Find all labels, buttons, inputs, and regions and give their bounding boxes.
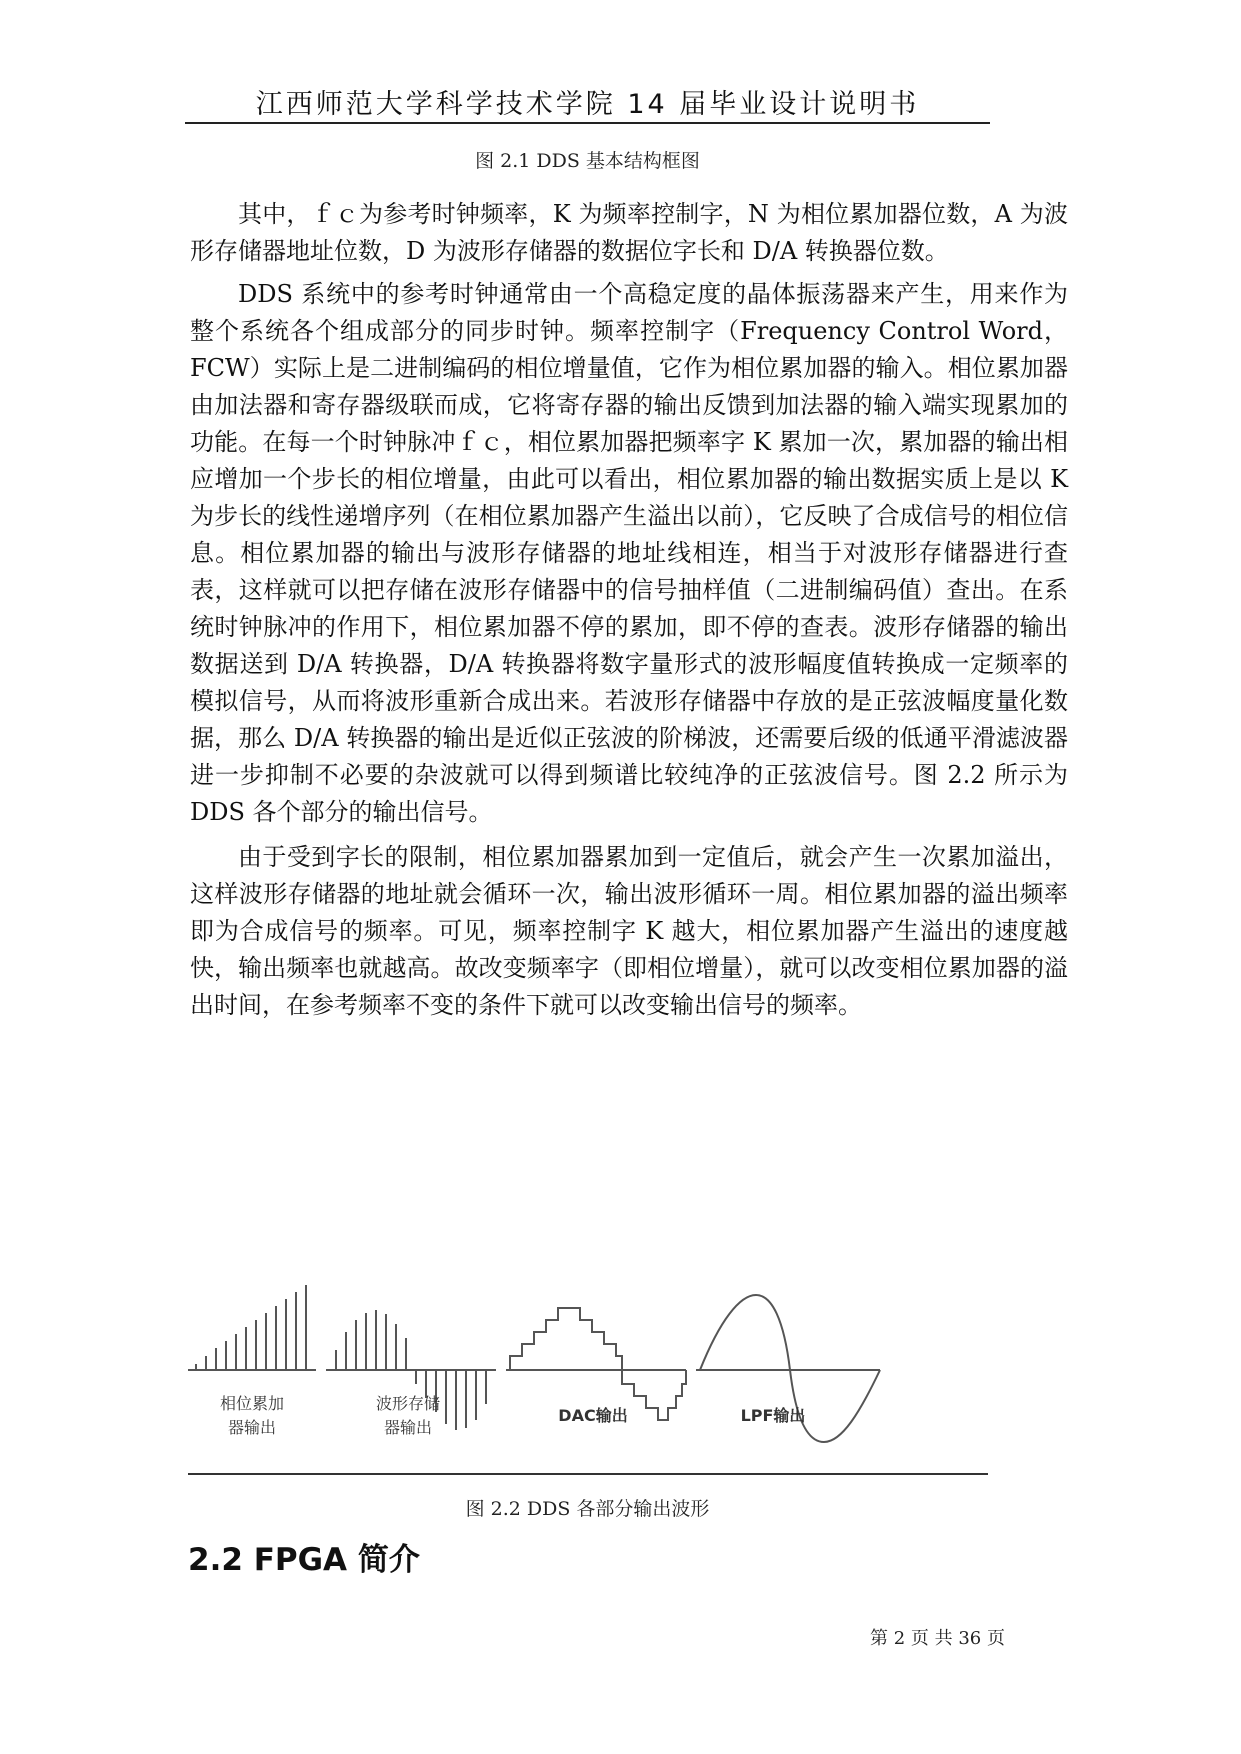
dac-label: DAC输出 — [558, 1406, 628, 1425]
lpf-label: LPF输出 — [740, 1406, 806, 1425]
paragraph-3: 由于受到字长的限制，相位累加器累加到一定值后，就会产生一次累加溢出，这样波形存储器的地址就会循环一次，输出波形循环一周。相位累加器的溢出频率即为合成信号的频率。可见，频率控制字 K 越大，相位累加器产生溢出的速度越快，输出频率也就越高。故改变频率字（即相位增量），就可以改变相位累加器的溢出时间，在参考频率不变的条件下就可以改变输出信号的频率。 — [190, 843, 1068, 1019]
figure-rule — [188, 1473, 988, 1475]
waveform-rom-label — [343, 1392, 473, 1440]
phase-label-line2: 器输出 — [227, 1418, 276, 1437]
section-heading: 2.2 FPGA 简介 — [188, 1542, 420, 1578]
paragraph-2: DDS 系统中的参考时钟通常由一个高稳定度的晶体振荡器来产生，用来作为整个系统各个组成部分的同步时钟。频率控制字（Frequency Control Word，FCW）实际上是二进制编码的相位增量值，它作为相位累加器的输入。相位累加器由加法器和寄存器级联而成，它将寄存器的输出反馈到加法器的输入端实现累加的功能。在每一个时钟脉冲ｆｃ，相位累加器把频率字 K 累加一次，累加器的输出相应增加一个步长的相位增量，由此可以看出，相位累加器的输出数据实质上是以 K 为步长的线性递增序列（在相位累加器产生溢出以前），它反映了合成信号的相位信息。相位累加器的输出与波形存储器的地址线相连，相当于对波形存储器进行查表，这样就可以把存储在波形存储器中的信号抽样值（二进制编码值）查出。在系统时钟脉冲的作用下，相位累加器不停的累加，即不停的查表。波形存储器的输出数据送到 D/A 转换器，D/A 转换器将数字量形式的波形幅度值转换成一定频率的模拟信号，从而将波形重新合成出来。若波形存储器中存放的是正弦波幅度量化数据，那么 D/A 转换器的输出是近似正弦波的阶梯波，还需要后级的低通平滑滤波器进一步抑制不必要的杂波就可以得到频谱比较纯净的正弦波信号。图 2.2 所示为 DDS 各个部分的输出信号。 — [190, 280, 1068, 826]
rom-label-line2: 器输出 — [383, 1418, 432, 1437]
phase-accumulator-waveform — [188, 1285, 316, 1370]
figure-2-2-caption: 图 2.2 DDS 各部分输出波形 — [465, 1498, 710, 1520]
paragraph-1: 其中，ｆｃ为参考时钟频率，K 为频率控制字，N 为相位累加器位数，A 为波形存储器地址位数，D 为波形存储器的数据位字长和 D/A 转换器位数。 — [190, 200, 1068, 265]
body-text — [190, 196, 1068, 1024]
page-header-title: 江西师范大学科学技术学院 14 届毕业设计说明书 — [255, 89, 920, 120]
rom-label-line1: 波形存储 — [375, 1394, 440, 1413]
figure-2-2 — [188, 1280, 988, 1480]
header-rule — [185, 122, 990, 124]
phase-label-line1: 相位累加 — [219, 1394, 284, 1413]
page-number: 第 2 页 共 36 页 — [870, 1628, 1005, 1649]
dds-waveforms-diagram — [188, 1280, 988, 1480]
figure-2-1-caption: 图 2.1 DDS 基本结构框图 — [475, 150, 700, 172]
phase-accumulator-label — [188, 1392, 316, 1440]
